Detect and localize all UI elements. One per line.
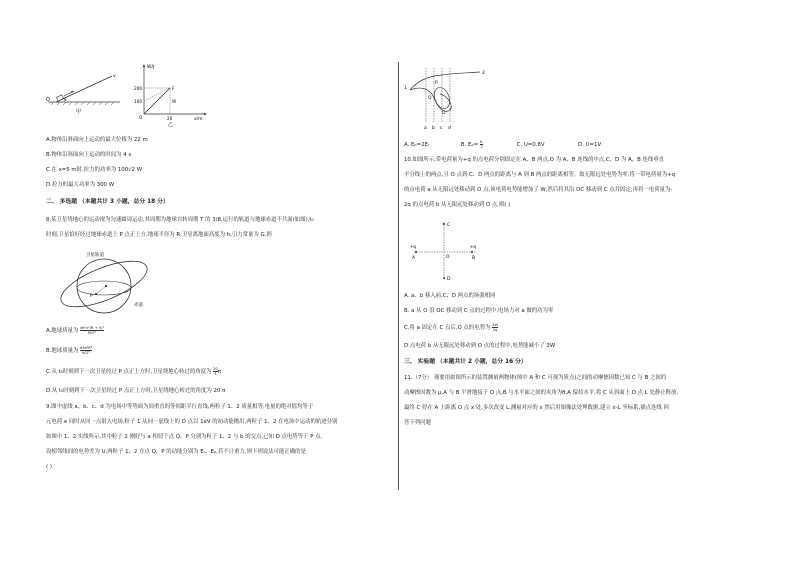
satellite-orbit-figure — [48, 250, 166, 316]
option-b-q8-fraction — [80, 346, 92, 355]
graph-curve-label: F — [172, 86, 175, 91]
graph-tick-20: 20 — [167, 116, 173, 121]
q9-fig-q: Q — [428, 96, 432, 101]
option-b-q10: B. a 从 O 沿 OC 移动到 C 点的过程中,电场力对 a 做的功为零 — [404, 308, 554, 314]
option-b-q9: B. Eₚ= — [460, 142, 479, 148]
question-10-line-1: 10.如图所示,带电荷量为+q 的点电荷分别固定在 A、B 两点,O 为 A、B 连线的中点,C、D 为 A、B 连线垂直 — [404, 157, 665, 163]
q9-frac-den: 2 — [480, 145, 483, 149]
question-11-line-1: 11.（7分） 现要用如图所示的装置测量两物体(图中 A 和 C 可视为质点)之间的动摩擦因数已知 C 与 B 之间的 — [404, 375, 667, 381]
q9-fig-p: P — [435, 81, 438, 86]
option-a-q9: A. Eₚ=2Eᵣ — [404, 142, 430, 148]
option-d-q10: D.点电荷 b 从无限远处移动到 O 点的过程中,电势能减小了 3W — [404, 343, 556, 349]
question-9-line-3: 如图中 1、2 实线所示,其中粒子 2 刚好与 a 相切于点 Q、P 分别为粒子 1、2 与 b 的交点,已知 O 点电势等于 P 点, — [46, 434, 323, 440]
option-c-q8: C.从 t₀时刻到下一次卫星经过 P 点正上方时,卫星绕地心转过的角度为 $\frac{20}{3}$ π — [46, 367, 221, 376]
graph-x-axis-label: x/m — [194, 117, 203, 122]
point-charges-figure — [406, 218, 486, 282]
fig1-v-label: v — [113, 74, 116, 79]
frac-c-den: 3 — [214, 372, 217, 376]
option-d-q9: D. U=1V — [578, 142, 602, 148]
graph-tick-100: 100 — [134, 99, 142, 104]
q9-frac-num: Eᵣ — [480, 140, 484, 144]
incline-figure — [46, 72, 126, 114]
option-b-q9-fraction — [480, 140, 483, 149]
question-11-line-4: 答下列问题 — [404, 420, 431, 426]
question-8-line-1: 8.某卫星绕地心的运动视为匀速圆周运动,其周期为地球自转周期 T 的 3/8,运行的轨道与地球赤道不共面(如图),t₀ — [46, 217, 314, 223]
q10-frac-den: 2q — [492, 328, 498, 332]
option-a-q7: A.物体沿斜面向上运动的最大位移为 22 m — [46, 137, 148, 143]
point-p-label: P — [90, 294, 93, 299]
point-b-label: B — [472, 256, 476, 261]
option-a-q8-fraction — [80, 326, 104, 335]
option-c-q9: C. U=0.8V — [516, 142, 545, 148]
q9-fig-num-1: 1 — [404, 86, 407, 91]
option-c-q8-fraction — [213, 367, 218, 376]
fig1-theta-label: θ — [64, 97, 67, 102]
section-heading-experiment: 三、 实验题 （本题共计 2 小题，总分 16 分） — [404, 359, 527, 365]
question-11-line-2: 动摩擦因数为 μ,A 与 B 平滑地接于 O 点,B 与水平面之间的夹角为θ,A 保持水平,将 C 从斜面上 O 点 L 处静止释放, — [404, 390, 679, 396]
q9-fig-d: d — [448, 126, 451, 131]
q9-fig-c: c — [440, 126, 443, 131]
point-c-label: C — [447, 223, 451, 228]
option-b-q8 — [46, 346, 92, 355]
q9-fig-o: O — [442, 111, 446, 116]
q9-options-row — [404, 140, 601, 149]
frac-b-num: 64π²R³ — [80, 346, 93, 350]
equator-label: 赤道 — [134, 303, 143, 308]
q10-frac-num: 3W — [492, 323, 498, 327]
question-8-line-2: 时刻,卫星恰好经过地球赤道上 P 点正上方,地球半径为 R,卫星离地面高度为 h,引力常量为 G,则 — [46, 232, 272, 238]
question-11-line-3: 最终 C 停在 A 上距离 O 点 x 处,多次改变 L,测量对应的 x 然后用图像法处理数据,建立 x-L 坐标系,描点连线 回 — [404, 405, 669, 411]
question-10-line-4: 2q 的点电荷 b 从无限远处移动到 O 点,则( ) — [404, 202, 511, 208]
frac-c-num: 20 — [213, 367, 218, 371]
option-c-q10-text: C.将 a 固定在 C 点后,O 点的电势为 — [404, 325, 491, 331]
graph-y-axis-label: W/J — [147, 65, 155, 70]
q9-fig-num-2: 2 — [482, 71, 485, 76]
fig1-origin-label: O — [46, 97, 50, 103]
graph-caption: 乙 — [168, 122, 174, 128]
work-displacement-graph — [136, 62, 208, 126]
option-a-q8 — [46, 326, 104, 335]
option-b-q7: B.物体沿斜面向上运动的时间为 4 s — [46, 152, 132, 158]
q9-fig-a: a — [424, 126, 427, 131]
equipotential-figure — [404, 66, 488, 132]
satellite-orbit-label: 卫星轨道 — [86, 253, 104, 258]
option-b-q8-text: B.地球质量为 — [46, 348, 79, 354]
option-c-q8-text: C.从 t₀时刻到下一次卫星经过 P 点正上方时,卫星绕地心转过的角度为 — [46, 369, 212, 375]
question-9-line-4: 设相邻线间的电势差为 U,两粒子 1、2 在点 Q、P 的动能分别为 Eᵣ、Eₚ,若不计重力,则下列说法可能正确的是 — [46, 449, 306, 455]
point-d-label: D — [447, 277, 451, 282]
option-a-q10: A. a、b 移入前,C、D 两点的场强相同 — [404, 293, 496, 299]
frac-a-den: 9GT² — [87, 331, 97, 335]
graph-line-label: W — [172, 99, 177, 104]
option-d-q8: D.从 t₀时刻到下一次卫星经过 P 点正上方时,卫星绕地心转过的角度为 20 π — [46, 388, 226, 394]
question-9-line-5: ( ) — [46, 464, 52, 470]
fig1-caption: 甲 — [76, 109, 82, 115]
charge-b-sign: +q — [470, 244, 476, 249]
question-10-line-3: 的点电荷 a 从无限远处移动到 O 点,该电荷电势能增加了 W,然后将其沿 OC 移动到 C 点并固定;再将一电荷量为- — [404, 187, 673, 193]
charge-a-sign: +q — [410, 244, 416, 249]
option-c-q10 — [404, 323, 498, 332]
column-divider — [398, 62, 399, 490]
option-c-q7: C.在 x=5 m时,拉力的功率为 100√2 W — [46, 167, 143, 173]
option-a-q8-text: A.地球质量为 — [46, 328, 79, 334]
frac-a-num: 4π²n²(R + h)³ — [79, 326, 104, 330]
point-o-label: O — [446, 255, 450, 260]
option-d-q7: D.拉力的最大功率为 300 W — [46, 182, 115, 188]
option-c-q10-fraction — [492, 323, 498, 332]
section-heading-multiple-choice: 二、 多选题 （本题共计 3 小题，总分 18 分） — [46, 199, 169, 205]
q9-fig-b: b — [432, 126, 435, 131]
question-10-line-2: 平分线上的两点,且 O 点到 C、D 两点的距离与 A 到 B 两点的距离相等。取无限远处电势为零,将一带电荷量为+q — [404, 172, 676, 178]
question-9-line-1: 9.图中虚线 a、b、c、d 为电场中等势面为间重直的等间距平行直线,两粒子 1、2 质量相等,电量的绝对值均等于 — [46, 404, 314, 410]
question-9-line-2: 元电荷 e 同时从同一点射入电场,粒子 1 从同一虚线上的 O 点以 1eV 的初动能抛出,两粒子 1、2 在电场中运动的轨迹分别 — [46, 419, 338, 425]
graph-origin-label: O — [139, 115, 143, 120]
graph-tick-200: 200 — [134, 86, 142, 91]
frac-b-den: 9GT² — [81, 351, 91, 355]
point-a-label: A — [412, 256, 416, 261]
